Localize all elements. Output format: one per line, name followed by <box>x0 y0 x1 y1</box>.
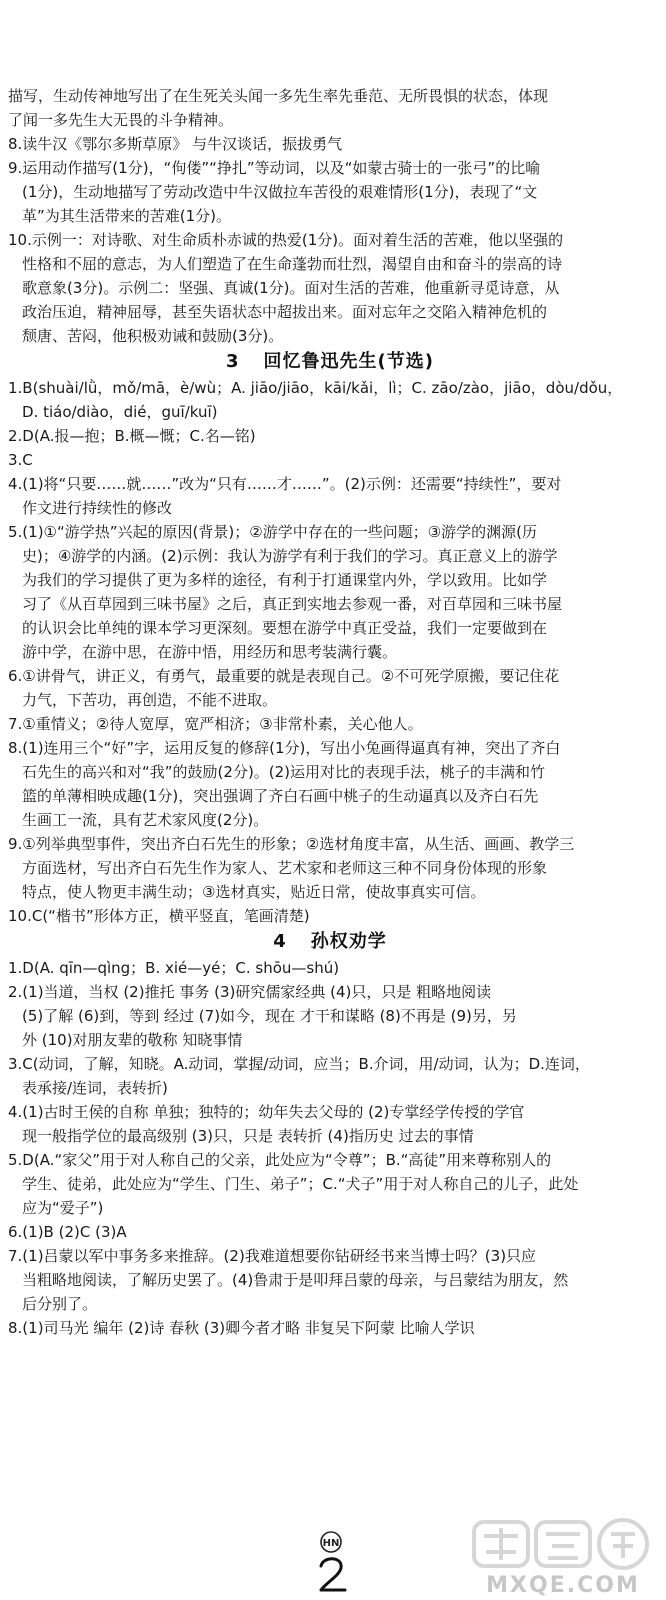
answer-item <box>8 520 652 664</box>
answer-line: 1.D(A. qīn—qìng；B. xié—yé；C. shōu—shú) <box>8 959 340 977</box>
answer-line: 革”为其生活带来的苦难(1分)。 <box>22 207 232 225</box>
answer-line: 应为“爱子”) <box>22 1199 104 1217</box>
answer-item <box>8 1316 652 1340</box>
section-title: 回忆鲁迅先生(节选) <box>263 351 434 372</box>
page-content <box>8 84 652 1340</box>
answer-line: 表承接/连词，表转折) <box>22 1079 168 1097</box>
answer-line: 石先生的高兴和对“我”的鼓励(2分)。(2)运用对比的表现手法，桃子的丰满和竹 <box>22 763 546 781</box>
page-footer <box>0 1512 666 1600</box>
answer-line: 当粗略地阅读，了解历史罢了。(4)鲁肃于是叩拜吕蒙的母亲，与吕蒙结为朋友，然 <box>22 1271 569 1289</box>
answer-line: 篮的单薄相映成趣(1分)，突出强调了齐白石画中桃子的生动逼真以及齐白石先 <box>22 787 539 805</box>
answer-line: 描写，生动传神地写出了在生死关头闻一多先生率先垂范、无所畏惧的状态，体现 <box>8 87 549 105</box>
answer-line: 为我们的学习提供了更为多样的途径，有利于打通课堂内外，学以致用。比如学 <box>22 571 548 589</box>
watermark <box>468 1516 658 1598</box>
answer-line: 1.B(shuài/lǜ，mǒ/mā，è/wù；A. jiāo/jiāo，kāi/kǎi，lì；C. zāo/zào，jiāo，dòu/dǒu， <box>8 379 623 397</box>
watermark-text: MXQE.COM <box>486 1573 640 1598</box>
answer-line: 作文进行持续性的修改 <box>22 499 173 517</box>
answer-line: (1分)，生动地描写了劳动改造中牛汉做拉车苦役的艰难情形(1分)，表现了“文 <box>22 183 538 201</box>
answer-item <box>8 1244 652 1316</box>
answer-line: D. tiáo/diào，dié，guī/kuī) <box>22 403 218 421</box>
answer-item <box>8 448 652 472</box>
answer-line: 6.①讲骨气，讲正义，有勇气，最重要的就是表现自己。②不可死学原搬，要记住花 <box>8 667 560 685</box>
answer-item <box>8 736 652 832</box>
answer-line: 外 (10)对朋友辈的敬称 知晓事情 <box>22 1031 243 1049</box>
answer-line: 特点，使人物更丰满生动；③选材真实，贴近日常，使故事真实可信。 <box>22 883 486 901</box>
answer-line: (5)了解 (6)到，等到 经过 (7)如今，现在 才干和谋略 (8)不再是 (9)另，另 <box>22 1007 517 1025</box>
answer-line: 现一般指学位的最高级别 (3)只，只是 表转折 (4)指历史 过去的事情 <box>22 1127 474 1145</box>
answer-line: 5.(1)①“游学热”兴起的原因(背景)；②游学中存在的一些问题；③游学的渊源(历 <box>8 523 538 541</box>
answer-line: 7.①重情义；②待人宽厚，宽严相济；③非常朴素，关心他人。 <box>8 715 423 733</box>
answer-line: 10.C(“楷书”形体方正，横平竖直，笔画清楚) <box>8 907 310 925</box>
watermark-logo <box>468 1516 658 1572</box>
answer-line: 9.①列举典型事件，突出齐白石先生的形象；②选材角度丰富，从生活、画画、教学三 <box>8 835 575 853</box>
answer-item <box>8 472 652 520</box>
answer-item <box>8 1052 652 1100</box>
answer-line: 生画工一流，具有艺术家风度(2分)。 <box>22 811 269 829</box>
answer-line: 颓唐、苦闷，他积极劝诫和鼓励(3分)。 <box>22 327 284 345</box>
answer-line: 4.(1)将“只要……就……”改为“只有……才……”。(2)示例：还需要“持续性”，要对 <box>8 475 562 493</box>
answer-line: 4.(1)古时王侯的自称 单独；独特的；幼年失去父母的 (2)专掌经学传授的学官 <box>8 1103 525 1121</box>
answer-line: 了闻一多先生大无畏的斗争精神。 <box>8 111 234 129</box>
section-number: 4 <box>273 931 287 952</box>
answer-line: 3.C <box>8 451 33 469</box>
answer-line: 5.D(A.“家父”用于对人称自己的父亲，此处应为“令尊”；B.“高徒”用来尊称别人的 <box>8 1151 552 1169</box>
answer-item <box>8 712 652 736</box>
section-number: 3 <box>226 351 240 372</box>
answer-line: 后分别了。 <box>22 1295 98 1313</box>
answer-line: 9.运用动作描写(1分)，“佝偻”“挣扎”等动词，以及“如蒙古骑士的一张弓”的比喻 <box>8 159 541 177</box>
answer-line: 方面选材，写出齐白石先生作为家人、艺术家和老师这三种不同身份体现的形象 <box>22 859 548 877</box>
answer-item <box>8 1100 652 1148</box>
answer-item <box>8 1148 652 1220</box>
answer-line: 歌意象(3分)。示例二：坚强、真诚(1分)。面对生活的苦难，他重新寻觅诗意，从 <box>22 279 560 297</box>
answer-line: 2.(1)当道，当权 (2)推托 事务 (3)研究儒家经典 (4)只，只是 粗略地阅读 <box>8 983 492 1001</box>
answer-line: 6.(1)B (2)C (3)A <box>8 1223 127 1241</box>
answer-item <box>8 424 652 448</box>
answer-line: 8.读牛汉《鄂尔多斯草原》 与牛汉谈话，振拔勇气 <box>8 135 343 153</box>
answer-line: 10.示例一：对诗歌、对生命质朴赤诚的热爱(1分)。面对着生活的苦难，他以坚强的 <box>8 231 564 249</box>
section-heading <box>8 928 652 956</box>
answer-item <box>8 132 652 156</box>
answer-item <box>8 156 652 228</box>
answer-line: 史)；④游学的内涵。(2)示例：我认为游学有利于我们的学习。真正意义上的游学 <box>22 547 558 565</box>
section-title: 孙权劝学 <box>310 931 387 952</box>
logo-letters: HN <box>322 1538 340 1549</box>
answer-item <box>8 1220 652 1244</box>
section-heading <box>8 348 652 376</box>
answer-item <box>8 956 652 980</box>
answer-line: 7.(1)吕蒙以军中事务多来推辞。(2)我难道想要你钻研经书来当博士吗？(3)只应 <box>8 1247 537 1265</box>
answer-line: 2.D(A.报—抱；B.概—慨；C.名—铭) <box>8 427 256 445</box>
answer-line: 的认识会比单纯的课本学习更深刻。要想在游学中真正受益，我们一定要做到在 <box>22 619 548 637</box>
answer-line: 8.(1)连用三个“好”字，运用反复的修辞(1分)，写出小兔画得逼真有神，突出了齐白 <box>8 739 561 757</box>
answer-line: 政治压迫，精神屈辱，甚至失语状态中超拔出来。面对忘年之交陷入精神危机的 <box>22 303 548 321</box>
answer-item <box>8 376 652 424</box>
answer-line: 习了《从百草园到三味书屋》之后，真正到实地去参观一番，对百草园和三味书屋 <box>22 595 563 613</box>
answer-line: 力气，下苦功，再创造，不能不进取。 <box>22 691 278 709</box>
answer-item <box>8 980 652 1052</box>
answer-item <box>8 228 652 348</box>
answer-item <box>8 904 652 928</box>
answer-item <box>8 84 652 132</box>
answer-line: 3.C(动词，了解，知晓。A.动词，掌握/动词，应当；B.介词，用/动词，认为；D.连词， <box>8 1055 590 1073</box>
answer-line: 8.(1)司马光 编年 (2)诗 春秋 (3)卿今者才略 非复吴下阿蒙 比喻人学识 <box>8 1319 475 1337</box>
answer-item <box>8 832 652 904</box>
answer-line: 性格和不屈的意志，为人们塑造了在生命蓬勃而壮烈，渴望自由和奋斗的崇高的诗 <box>22 255 563 273</box>
answer-line: 游中学，在游中思，在游中悟，用经历和思考装满行囊。 <box>22 643 398 661</box>
answer-line: 学生、徒弟，此处应为“学生、门生、弟子”；C.“犬子”用于对人称自己的儿子，此处 <box>22 1175 579 1193</box>
answer-item <box>8 664 652 712</box>
page-number-mark <box>313 1530 353 1594</box>
